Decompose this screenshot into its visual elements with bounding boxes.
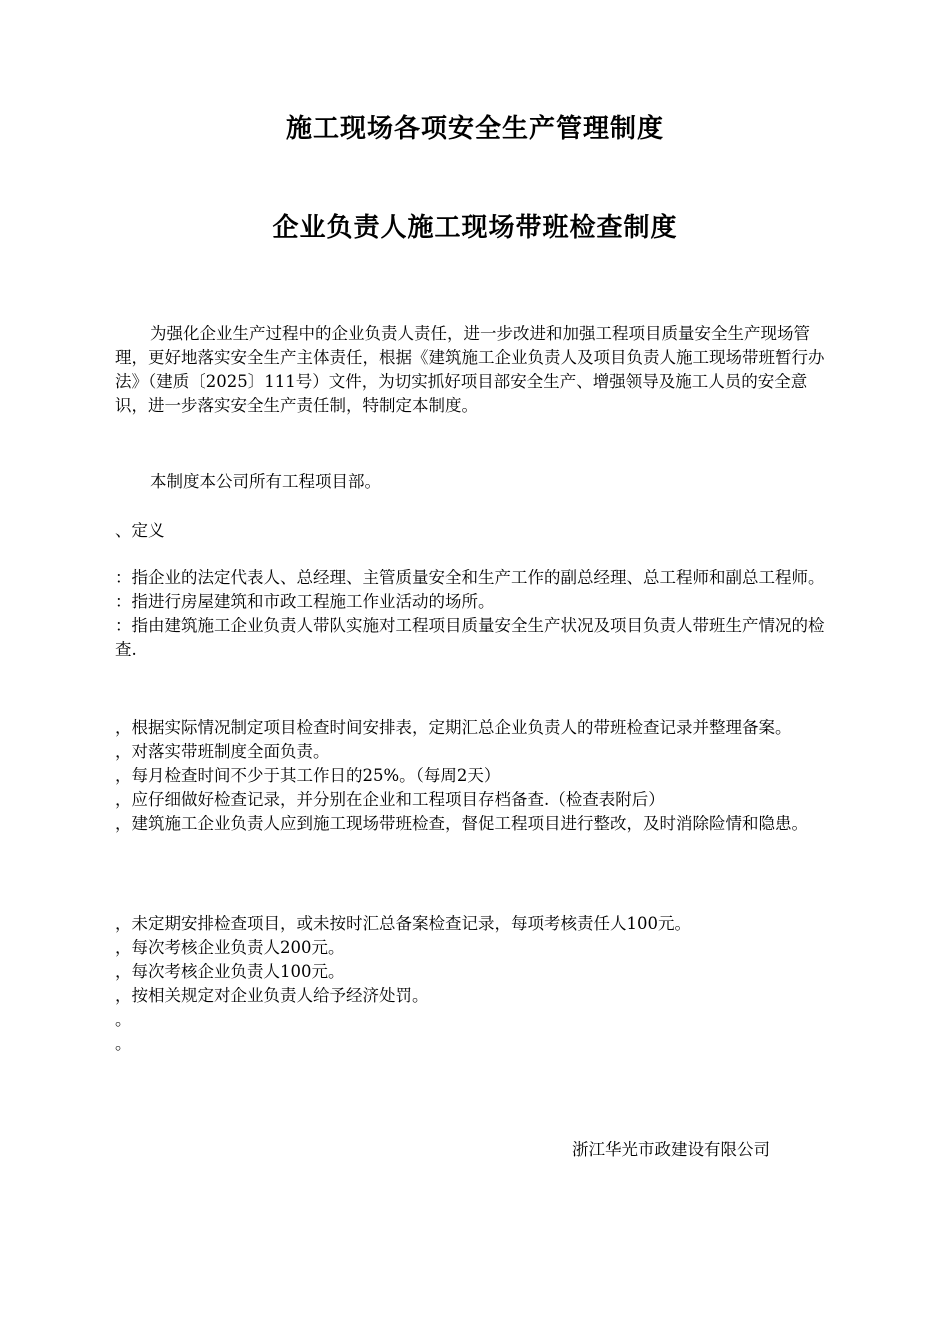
penalty-item: ，按相关规定对企业负责人给予经济处罚。 xyxy=(115,986,429,1005)
penalty-item: ，每次考核企业负责人200元。 xyxy=(115,938,345,957)
penalty-item: ，未定期安排检查项目，或未按时汇总备案检查记录，每项考核责任人100元。 xyxy=(115,914,691,933)
definitions-heading: 、定义 xyxy=(115,521,165,540)
definition-item: ：指企业的法定代表人、总经理、主管质量安全和生产工作的副总经理、总工程师和副总工程师。 xyxy=(115,568,825,587)
scope-paragraph: 本制度本公司所有工程项目部。 xyxy=(150,472,381,491)
penalty-item: ，每次考核企业负责人100元。 xyxy=(115,962,345,981)
document-title: 施工现场各项安全生产管理制度 xyxy=(285,114,664,144)
document-subtitle: 企业负责人施工现场带班检查制度 xyxy=(272,213,678,243)
company-signature: 浙江华光市政建设有限公司 xyxy=(572,1140,770,1159)
penalty-item: 。 xyxy=(115,1010,132,1029)
penalties-list xyxy=(115,912,839,1056)
duties-list xyxy=(115,716,839,836)
definition-item: ：指进行房屋建筑和市政工程施工作业活动的场所。 xyxy=(115,592,495,611)
definitions-list xyxy=(115,566,839,662)
intro-paragraph: 为强化企业生产过程中的企业负责人责任，进一步改进和加强工程项目质量安全生产现场管理，更好地落实安全生产主体责任，根据《建筑施工企业负责人及项目负责人施工现场带班暂行办法》（建质〔2025〕111号）文件，为切实抓好项目部安全生产、增强领导及施工人员的安全意识，进一步落实安全生产责任制，特制定本制度。 xyxy=(115,324,825,415)
duty-item: ，每月检查时间不少于其工作日的25%。（每周2天） xyxy=(115,766,501,785)
duty-item: ，对落实带班制度全面负责。 xyxy=(115,742,330,761)
definition-item: ：指由建筑施工企业负责人带队实施对工程项目质量安全生产状况及项目负责人带班生产情况的检查. xyxy=(115,616,825,659)
duty-item: ，根据实际情况制定项目检查时间安排表，定期汇总企业负责人的带班检查记录并整理备案。 xyxy=(115,718,792,737)
duty-item: ，应仔细做好检查记录，并分别在企业和工程项目存档备查.（检查表附后） xyxy=(115,790,665,809)
penalty-item: 。 xyxy=(115,1034,132,1053)
duty-item: ，建筑施工企业负责人应到施工现场带班检查，督促工程项目进行整改，及时消除险情和隐患。 xyxy=(115,814,808,833)
